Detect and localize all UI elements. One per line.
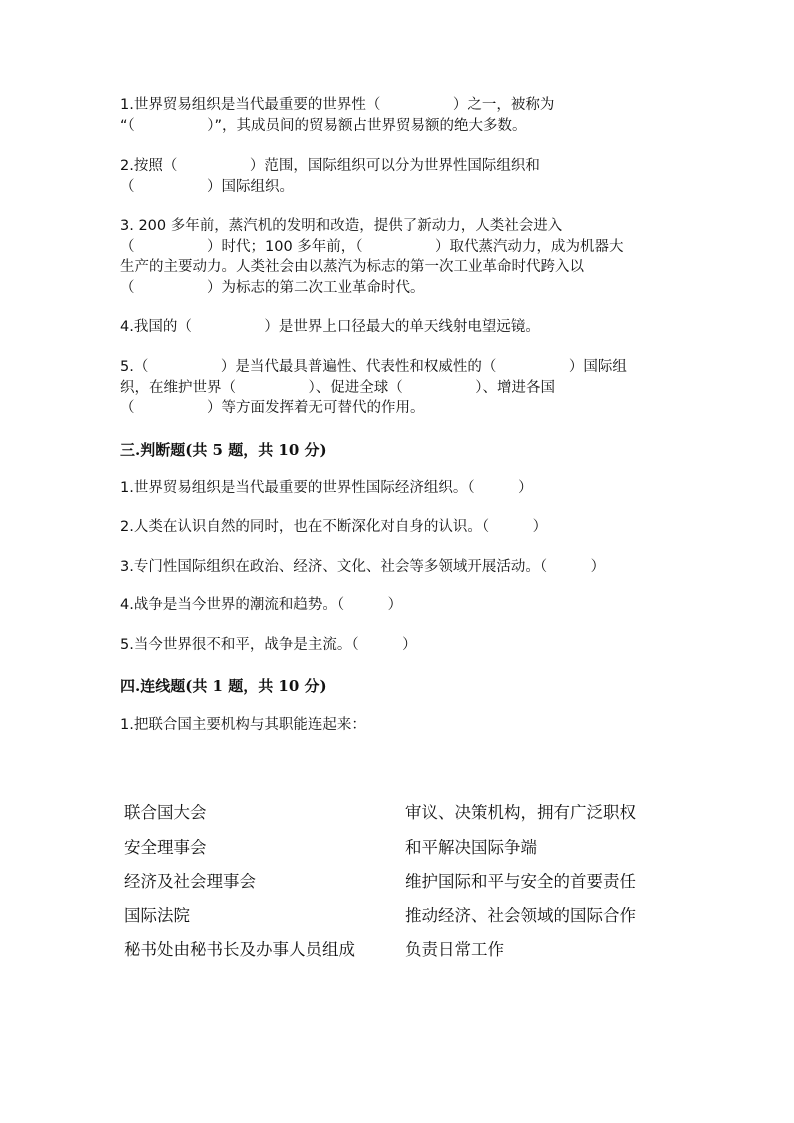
true-false-question-4: 4.战争是当今世界的潮流和趋势。（ ） [120, 597, 403, 613]
fill-blank-question-2: 2.按照（ ）范围，国际组织可以分为世界性国际组织和 （ ）国际组织。 [120, 158, 540, 195]
true-false-question-2: 2.人类在认识自然的同时，也在不断深化对自身的认识。（ ） [120, 519, 548, 535]
fill-blank-question-3: 3. 200 多年前，蒸汽机的发明和改造，提供了新动力，人类社会进入 （ ）时代；100 多年前，（ ）取代蒸汽动力，成为机器大 生产的主要动力。人类社会由以蒸汽为标志的第一次工业革命时代跨入以 （ ）为标志的第二次工业革命时代。 [120, 218, 624, 296]
matching-heading: 四.连线题(共 1 题，共 10 分) [120, 677, 327, 695]
matching-question: 1.把联合国主要机构与其职能连起来： [120, 717, 366, 733]
match-left-item: 秘书处由秘书长及办事人员组成 [124, 940, 355, 959]
match-right-item: 维护国际和平与安全的首要责任 [405, 872, 636, 891]
match-left-item: 经济及社会理事会 [124, 872, 256, 891]
match-right-item: 负责日常工作 [405, 940, 504, 959]
true-false-question-1: 1.世界贸易组织是当代最重要的世界性国际经济组织。（ ） [120, 480, 533, 496]
match-right-item: 审议、决策机构，拥有广泛职权 [405, 803, 636, 822]
fill-blank-question-5: 5.（ ）是当代最具普遍性、代表性和权威性的（ ）国际组 织，在维护世界（ ）、促进全球（ ）、增进各国 （ ）等方面发挥着无可替代的作用。 [120, 359, 627, 416]
true-false-heading: 三.判断题(共 5 题，共 10 分) [120, 441, 327, 459]
match-right-item: 推动经济、社会领域的国际合作 [405, 906, 636, 925]
true-false-question-3: 3.专门性国际组织在政治、经济、文化、社会等多领域开展活动。（ ） [120, 559, 606, 575]
fill-blank-question-1: 1.世界贸易组织是当代最重要的世界性（ ）之一，被称为 “（ ）”，其成员间的贸易额占世界贸易额的绝大多数。 [120, 97, 555, 134]
match-left-item: 联合国大会 [124, 803, 207, 822]
fill-blank-question-4: 4.我国的（ ）是世界上口径最大的单天线射电望远镜。 [120, 319, 540, 335]
match-right-item: 和平解决国际争端 [405, 838, 537, 857]
match-left-item: 安全理事会 [124, 838, 207, 857]
true-false-question-5: 5.当今世界很不和平，战争是主流。（ ） [120, 637, 417, 653]
match-left-item: 国际法院 [124, 906, 190, 925]
